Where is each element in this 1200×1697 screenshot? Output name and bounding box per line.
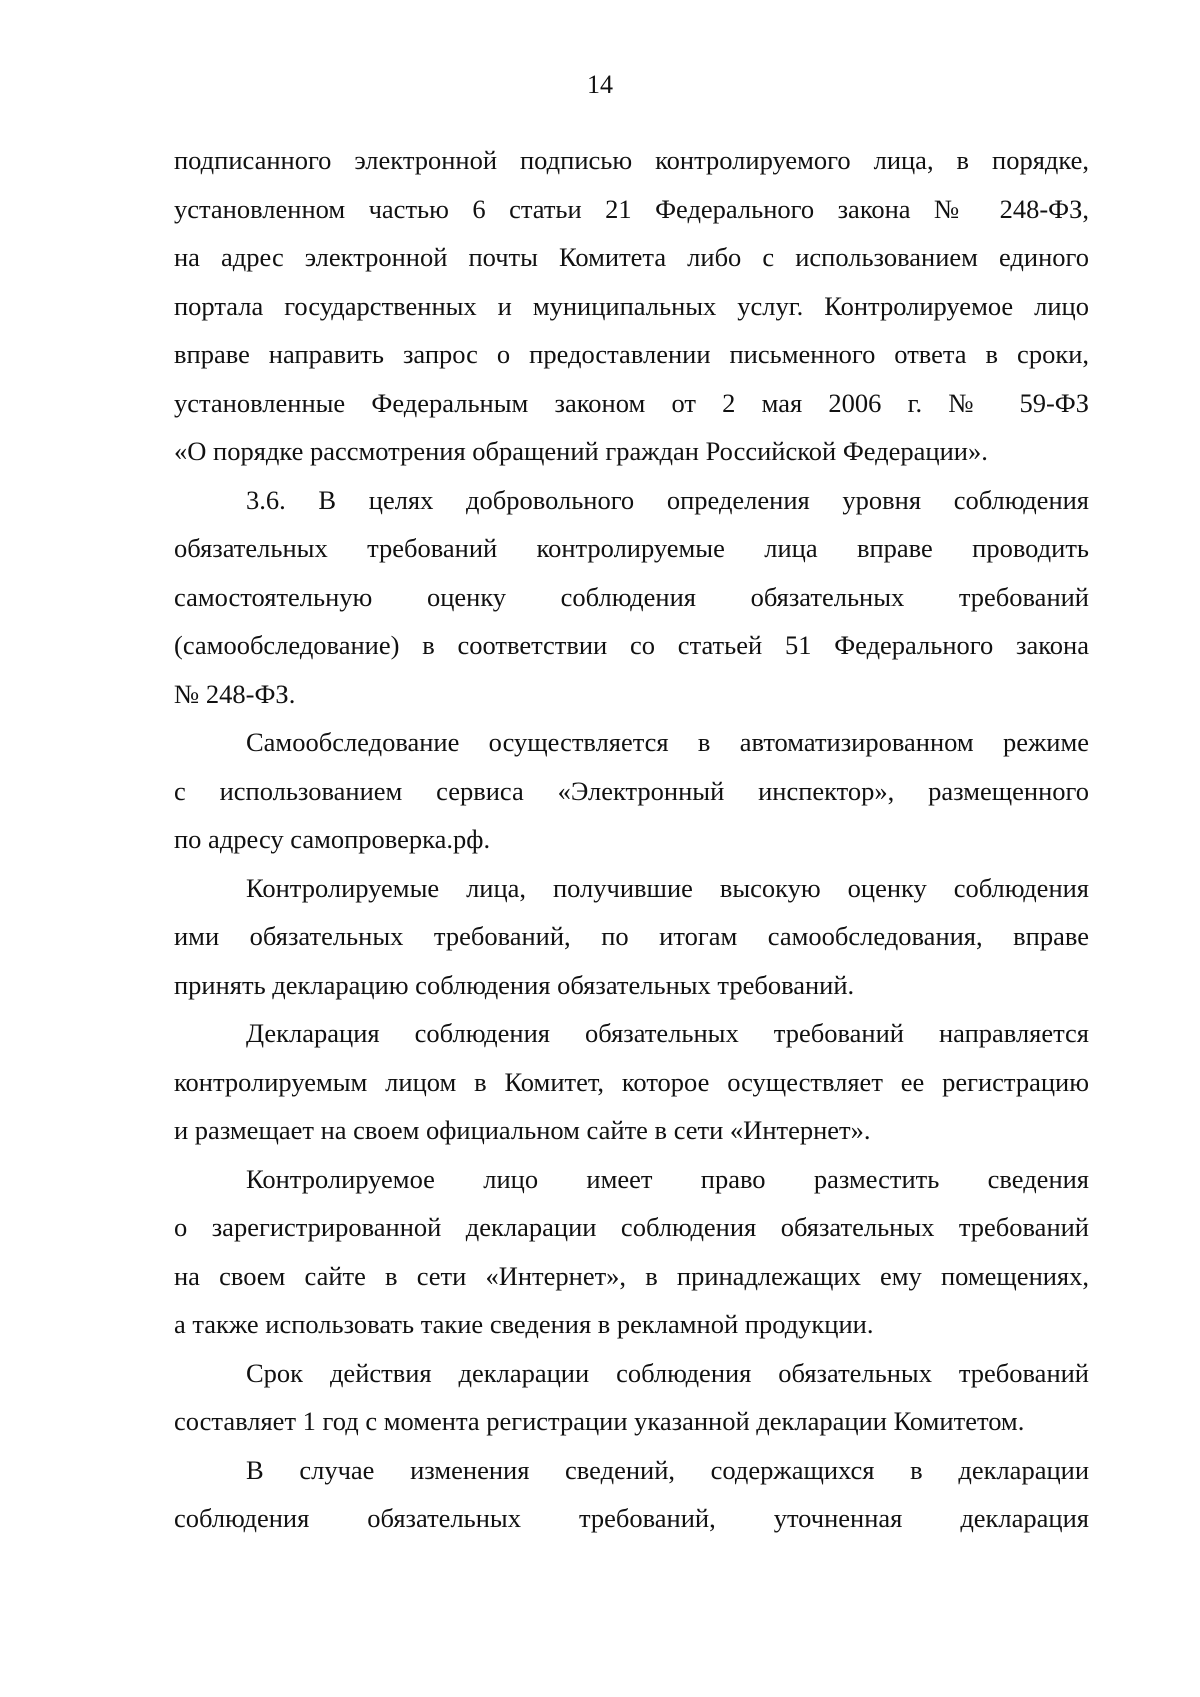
text-line: Срок действия декларации соблюдения обязательных требований xyxy=(246,1357,1089,1388)
paragraph xyxy=(174,1155,1089,1349)
text-line: подписанного электронной подписью контролируемого лица, в порядке, xyxy=(174,145,1089,175)
text-line: вправе направить запрос о предоставлении письменного ответа в сроки, xyxy=(174,339,1089,369)
text-line: установленные Федеральным законом от 2 мая 2006 г. № 59-ФЗ xyxy=(174,387,1089,418)
text-line: самостоятельную оценку соблюдения обязательных требований xyxy=(174,581,1089,612)
text-line: на своем сайте в сети «Интернет», в принадлежащих ему помещениях, xyxy=(174,1260,1089,1291)
document-body xyxy=(174,136,1089,1543)
text-line: соблюдения обязательных требований, уточненная декларация xyxy=(174,1503,1089,1533)
text-line: № 248-ФЗ. xyxy=(174,678,296,709)
text-line: Контролируемое лицо имеет право разместить сведения xyxy=(246,1163,1089,1194)
text-line: о зарегистрированной декларации соблюдения обязательных требований xyxy=(174,1212,1089,1242)
paragraph xyxy=(174,718,1089,864)
text-line: и размещает на своем официальном сайте в сети «Интернет». xyxy=(174,1115,871,1145)
text-line: Самообследование осуществляется в автоматизированном режиме xyxy=(246,727,1089,757)
paragraph xyxy=(174,1009,1089,1155)
page-number: 14 xyxy=(587,70,613,99)
text-line: В случае изменения сведений, содержащихся в декларации xyxy=(246,1454,1089,1485)
text-line: а также использовать такие сведения в рекламной продукции. xyxy=(174,1309,874,1339)
text-line: по адресу самопроверка.рф. xyxy=(174,824,491,854)
paragraph xyxy=(174,136,1089,476)
text-line: установленном частью 6 статьи 21 Федерального закона № 248-ФЗ, xyxy=(174,193,1089,224)
paragraph xyxy=(174,864,1089,1010)
paragraph-3-6 xyxy=(174,476,1089,719)
text-line: портала государственных и муниципальных услуг. Контролируемое лицо xyxy=(174,290,1089,321)
text-line: контролируемым лицом в Комитет, которое осуществляет ее регистрацию xyxy=(174,1066,1089,1097)
text-line: ими обязательных требований, по итогам самообследования, вправе xyxy=(174,921,1089,951)
text-line: Декларация соблюдения обязательных требований направляется xyxy=(246,1018,1089,1048)
text-line: составляет 1 год с момента регистрации указанной декларации Комитетом. xyxy=(174,1406,1025,1436)
text-line: «О порядке рассмотрения обращений граждан Российской Федерации». xyxy=(174,436,988,466)
text-line: обязательных требований контролируемые лица вправе проводить xyxy=(174,533,1089,563)
text-line: 3.6. В целях добровольного определения уровня соблюдения xyxy=(246,484,1089,515)
text-line: принять декларацию соблюдения обязательных требований. xyxy=(174,969,855,1000)
text-line: (самообследование) в соответствии со статьей 51 Федерального закона xyxy=(174,630,1089,660)
text-line: с использованием сервиса «Электронный инспектор», размещенного xyxy=(174,775,1089,806)
paragraph xyxy=(174,1349,1089,1446)
text-line: на адрес электронной почты Комитета либо с использованием единого xyxy=(174,242,1089,272)
paragraph xyxy=(174,1446,1089,1543)
text-line: Контролируемые лица, получившие высокую оценку соблюдения xyxy=(246,872,1089,903)
